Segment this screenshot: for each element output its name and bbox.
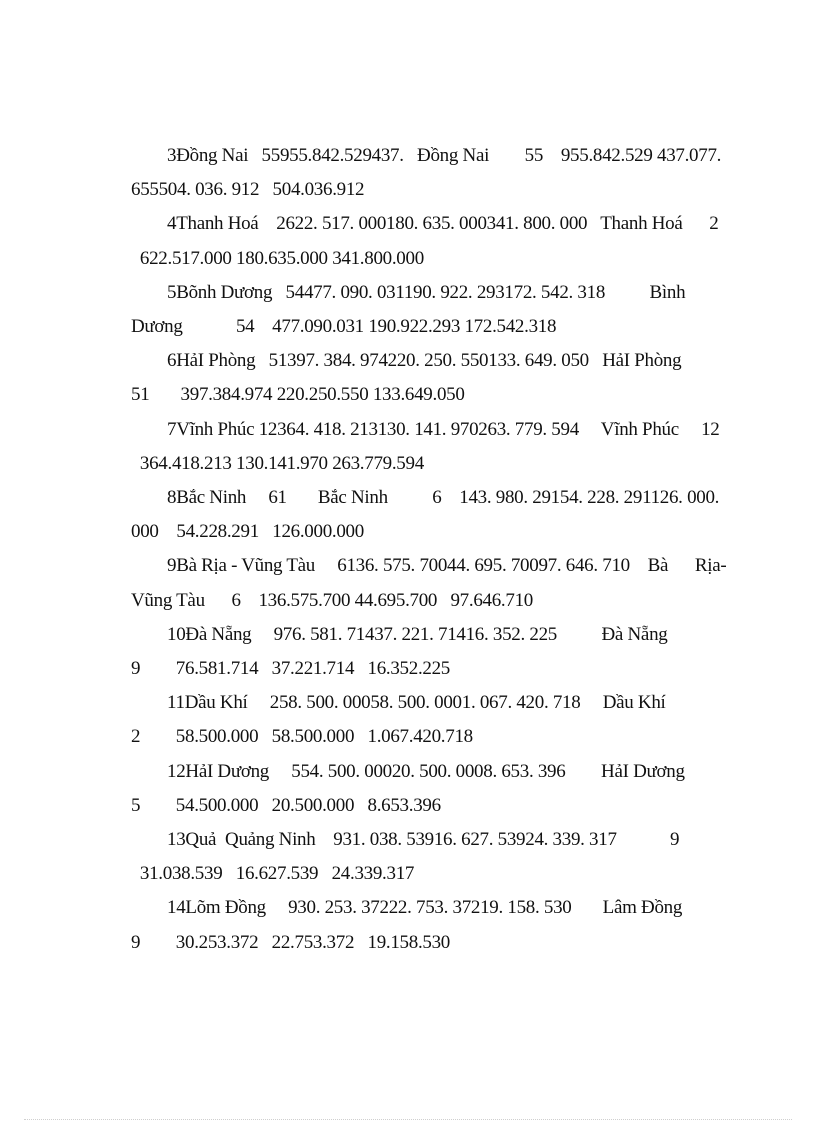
entry-line-1: 4Thanh Hoá 2622. 517. 000180. 635. 000341. 800. 000 Thanh Hoá 2 [167,213,719,235]
entry-line-1: 6HảI Phòng 51397. 384. 974220. 250. 550133. 649. 050 HảI Phòng [167,350,682,372]
entry-line-2: Dương 54 477.090.031 190.922.293 172.542.318 [131,316,557,337]
entry-line-2: 622.517.000 180.635.000 341.800.000 [131,247,424,269]
entry-line-2: 2 58.500.000 58.500.000 1.067.420.718 [131,726,473,748]
entry-line-2: 9 76.581.714 37.221.714 16.352.225 [131,658,451,679]
entry-line-1: 8Bắc Ninh 61 Bắc Ninh 6 143. 980. 29154. 228. 291126. 000. [167,487,720,508]
entry-line-2: 31.038.539 16.627.539 24.339.317 [131,863,415,885]
entry-line-2: 51 397.384.974 220.250.550 133.649.050 [131,384,465,406]
entry-line-1: 7Vĩnh Phúc 12364. 418. 213130. 141. 970263. 779. 594 Vĩnh Phúc 12 [167,418,720,440]
entry-line-2: 5 54.500.000 20.500.000 8.653.396 [131,794,441,816]
entry-line-2: 9 30.253.372 22.753.372 19.158.530 [131,931,451,953]
entry-line-1: 5Bõnh Dương 54477. 090. 031190. 922. 293172. 542. 318 Bình [167,281,686,303]
entry-line-1: 9Bà Rịa - Vũng Tàu 6136. 575. 70044. 695. 70097. 646. 710 Bà Rịa- [167,555,727,577]
entry-line-1: 14Lõm Đồng 930. 253. 37222. 753. 37219. 158. 530 Lâm Đồng [167,897,683,919]
entry-line-1: 12HảI Dương 554. 500. 00020. 500. 0008. 653. 396 HảI Dương [167,760,685,782]
entry-line-1: 10Đà Nẵng 976. 581. 71437. 221. 71416. 352. 225 Đà Nẵng [167,623,668,645]
entry-line-2: Vũng Tàu 6 136.575.700 44.695.700 97.646.710 [131,589,533,611]
entry-line-1: 11Dầu Khí 258. 500. 00058. 500. 0001. 067. 420. 718 Dầu Khí [167,692,666,714]
page-bottom-divider [24,1119,792,1120]
entry-line-1: 13Quả Quảng Ninh 931. 038. 53916. 627. 53924. 339. 317 9 [167,829,680,850]
entry-line-2: 364.418.213 130.141.970 263.779.594 [131,452,424,474]
entry-line-2: 655504. 036. 912 504.036.912 [131,179,365,201]
entry-line-2: 000 54.228.291 126.000.000 [131,521,364,543]
entry-line-1: 3Đồng Nai 55955.842.529437. Đồng Nai 55 955.842.529 437.077. [167,145,722,166]
